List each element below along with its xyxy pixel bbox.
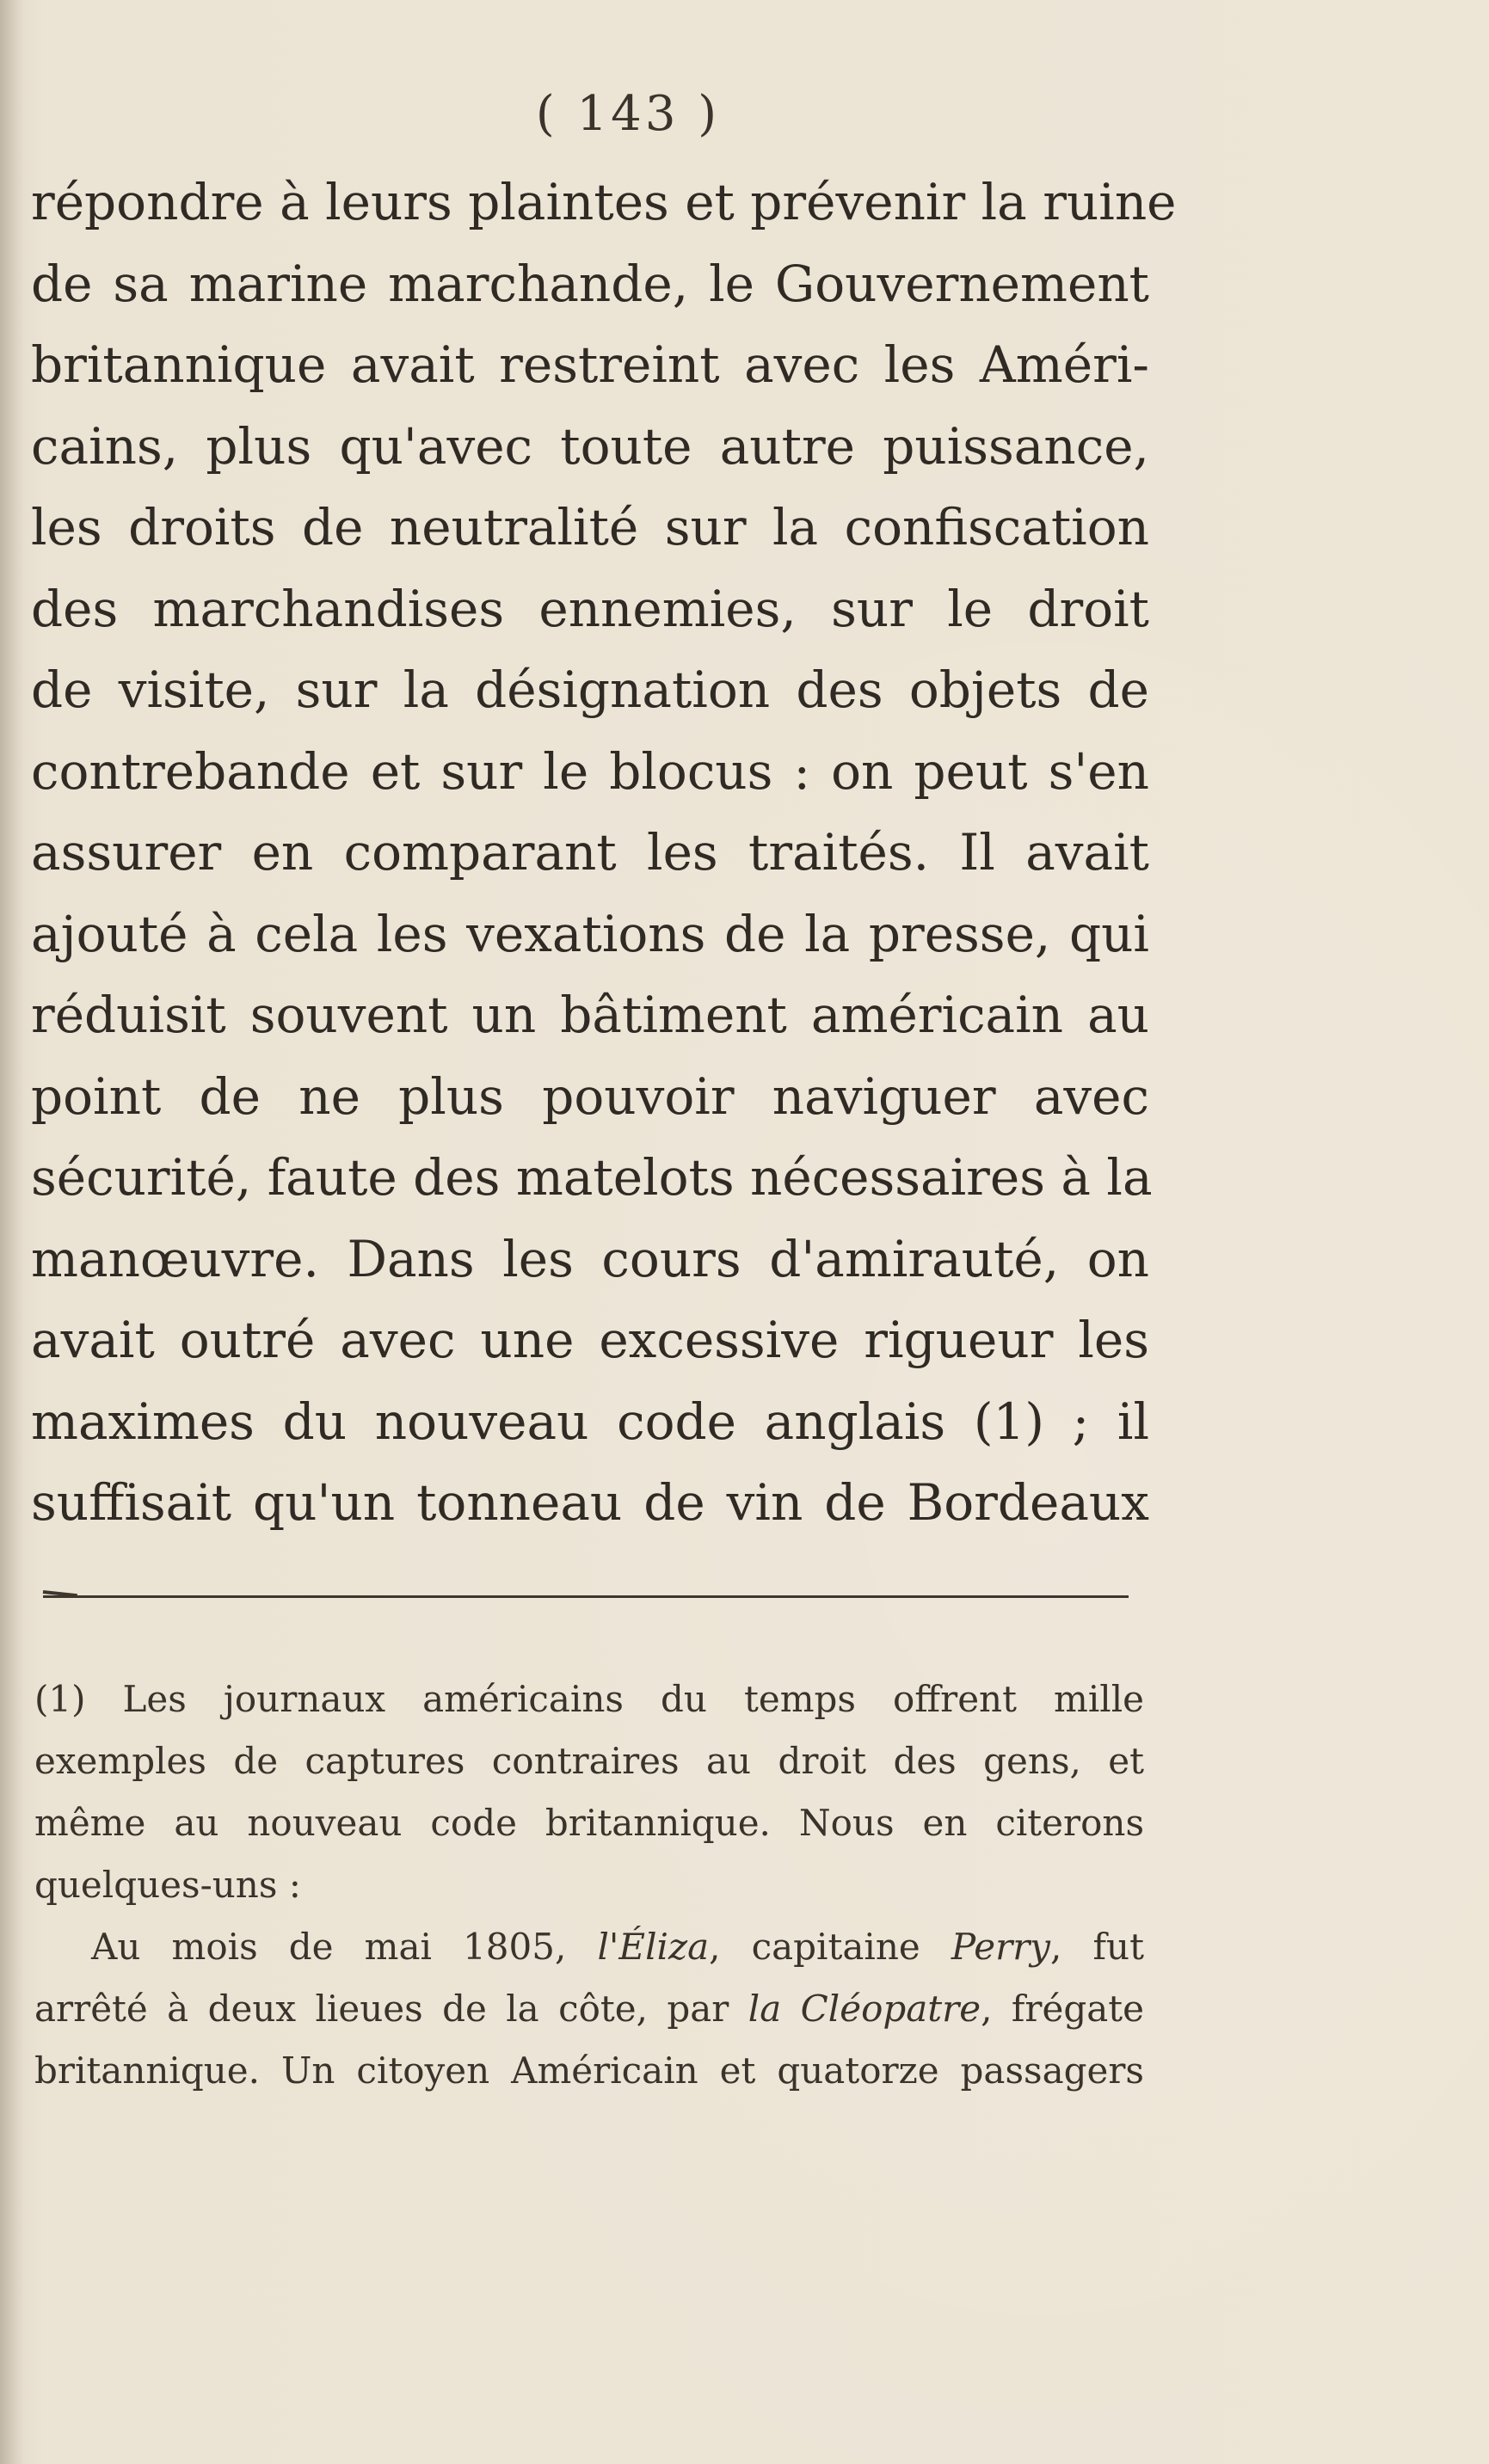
text-line: de sa marine marchande, le Gouvernement xyxy=(31,254,1149,313)
footnote-line: même au nouveau code britannique. Nous en citerons xyxy=(34,1802,1144,1844)
footnote-line: (1) Les journaux américains du temps offrent mille xyxy=(34,1678,1144,1720)
footnote-line: britannique. Un citoyen Américain et quatorze passagers xyxy=(34,2049,1144,2092)
main-text xyxy=(31,162,1177,1544)
page-number: ( 143 ) xyxy=(535,86,721,142)
footnote-text: arrêté à deux lieues de la côte, par xyxy=(34,1988,748,2030)
text-line: les droits de neutralité sur la confiscation xyxy=(31,498,1149,556)
footnote-text: , frégate xyxy=(981,1988,1144,2030)
text-line: des marchandises ennemies, sur le droit xyxy=(31,579,1149,638)
footnote-line: exemples de captures contraires au droit des gens, et xyxy=(34,1740,1144,1782)
text-line: contrebande et sur le blocus : on peut s'en xyxy=(31,741,1149,801)
text-line: assurer en comparant les traités. Il avait xyxy=(31,823,1149,882)
text-line: maximes du nouveau code anglais (1) ; il xyxy=(31,1392,1149,1451)
footnote-text: Au mois de mai 1805, xyxy=(91,1926,598,1968)
footnote-line xyxy=(34,1978,1144,2040)
text-line: britannique avait restreint avec les Améri- xyxy=(31,335,1149,394)
text-line: avait outré avec une excessive rigueur les xyxy=(31,1311,1149,1369)
footnote-text: , fut xyxy=(1050,1926,1144,1968)
captain-name: Perry xyxy=(951,1926,1051,1968)
footnote-line: quelques-uns : xyxy=(34,1864,301,1906)
text-line: manœuvre. Dans les cours d'amirauté, on xyxy=(31,1229,1149,1288)
text-line: répondre à leurs plaintes et prévenir la ruine xyxy=(31,173,1177,231)
text-line: réduisit souvent un bâtiment américain au xyxy=(31,986,1149,1044)
text-line: cains, plus qu'avec toute autre puissance, xyxy=(31,416,1149,476)
gutter-shadow xyxy=(0,0,24,2464)
footnote-text: , capitaine xyxy=(709,1926,951,1968)
text-line: sécurité, faute des matelots nécessaires à la xyxy=(31,1148,1153,1207)
frigate-name: la Cléopatre xyxy=(748,1988,981,2030)
ship-name: l'Éliza xyxy=(597,1926,710,1968)
text-line: suffisait qu'un tonneau de vin de Bordeaux xyxy=(31,1473,1149,1532)
text-line: ajouté à cela les vexations de la presse, qui xyxy=(31,904,1149,963)
footnote-block xyxy=(34,1668,1144,2102)
footnote-separator-rule xyxy=(43,1595,1129,1598)
text-line: de visite, sur la désignation des objets de xyxy=(31,661,1149,719)
text-line: point de ne plus pouvoir naviguer avec xyxy=(31,1066,1149,1126)
footnote-line xyxy=(34,1916,1144,1978)
